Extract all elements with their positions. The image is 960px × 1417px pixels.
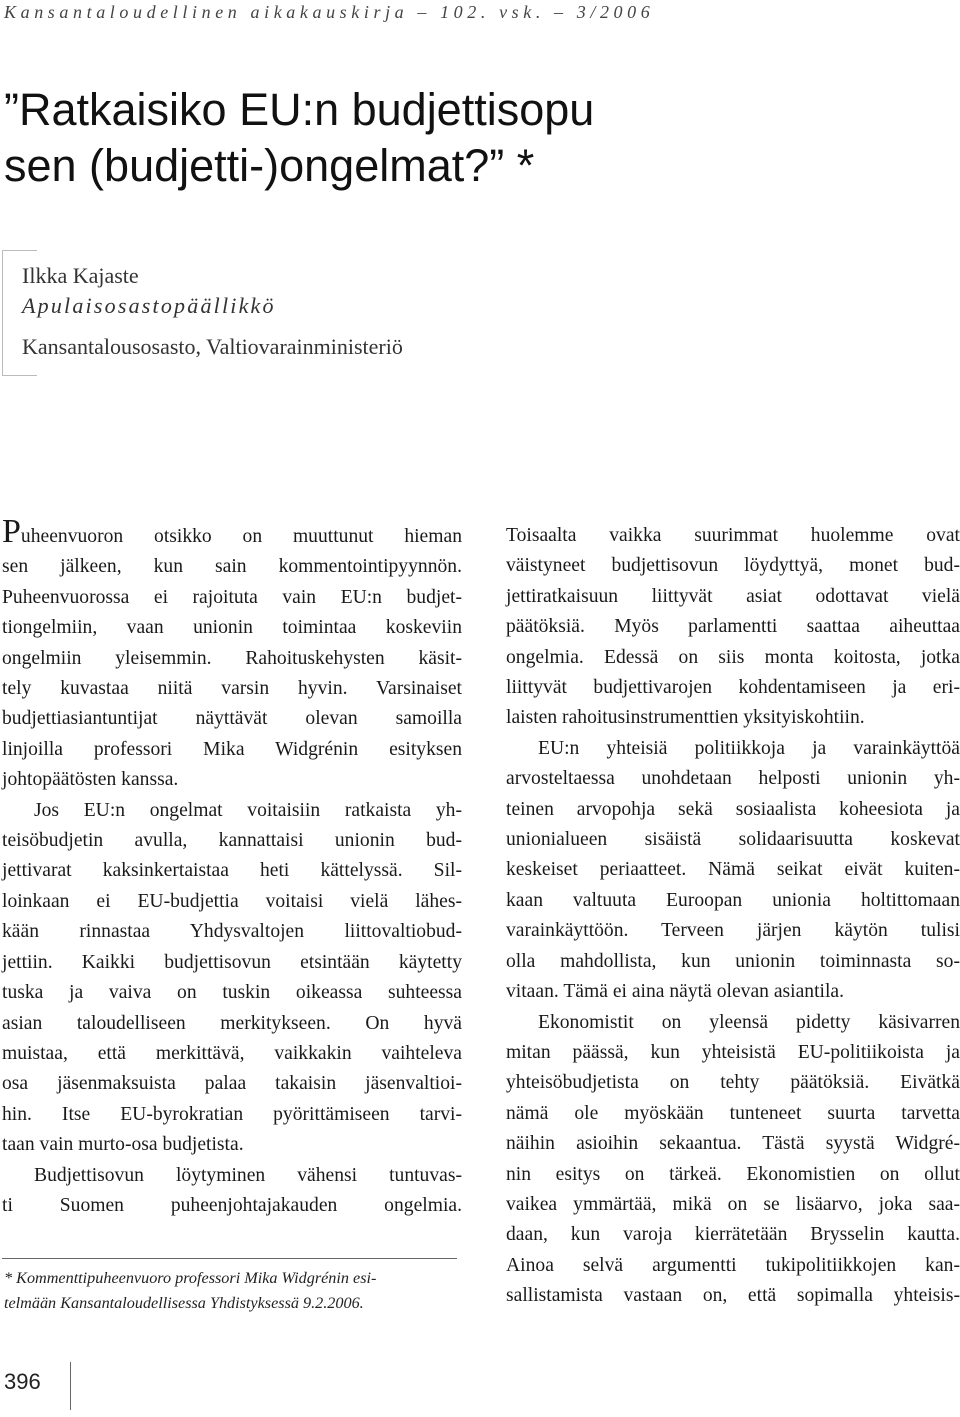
body-line: Ekonomistit on yleensä pidetty käsivarren — [538, 1011, 960, 1033]
author-block — [22, 262, 722, 361]
body-line: jettiin. Kaikki budjettisovun etsintään käytetty — [2, 951, 462, 973]
body-line: Jos EU:n ongelmat voitaisiin ratkaista yh- — [34, 799, 462, 821]
body-line: ongelmiin yleisemmin. Rahoituskehysten käsit- — [2, 647, 462, 669]
body-line: päätöksiä. Myös parlamentti saattaa aiheuttaa — [506, 616, 960, 638]
title-line-2: sen (budjetti-)ongelmat?” * — [4, 140, 535, 191]
body-line: laisten rahoitusinstrumenttien yksityiskohtiin. — [506, 707, 865, 729]
body-line: tiongelmiin, vaan unionin toimintaa koskeviin — [2, 617, 462, 639]
footnote-line-2: telmään Kansantaloudellisessa Yhdistyksessä 9.2.2006. — [4, 1294, 364, 1312]
right-column — [506, 521, 960, 1312]
left-column — [2, 513, 462, 1221]
author-role: Apulaisosastopäällikkö — [22, 293, 276, 318]
body-line: Puheenvuoron otsikko on muuttunut hieman — [2, 513, 462, 550]
body-line: liittyvät budjettivarojen kohdentamiseen ja eri- — [506, 677, 960, 699]
body-line: Budjettisovun löytyminen vähensi tuntuvas- — [34, 1164, 462, 1186]
footnote-line-1: * Kommenttipuheenvuoro professori Mika Widgrénin esi- — [4, 1269, 377, 1287]
body-line: budjettiasiantuntijat näyttävät olevan samoilla — [2, 708, 462, 730]
running-head: Kansantaloudellinen aikakauskirja – 102. vsk. – 3/2006 — [4, 2, 655, 22]
body-line: muistaa, että merkittävä, vaikkakin vaihteleva — [2, 1042, 462, 1064]
body-line: näihin asioihin sekaantua. Tästä syystä Widgré- — [506, 1133, 960, 1155]
author-organization: Kansantalousosasto, Valtiovarainministeriö — [22, 334, 403, 359]
body-line: ti Suomen puheenjohtajakauden ongelmia. — [2, 1194, 462, 1216]
body-line: asian taloudelliseen merkitykseen. On hyvä — [2, 1012, 462, 1034]
body-line: väistyneet budjettisovun löydyttyä, monet bud- — [506, 555, 960, 577]
body-line: unionialueen sisäistä solidaarisuutta koskevat — [506, 829, 960, 851]
body-line: kaan valtuuta Euroopan unionia holtittomaan — [506, 889, 960, 911]
body-line: jettiratkaisuun liittyvät asiat odottavat vielä — [506, 585, 960, 607]
body-line: ongelmia. Edessä on siis monta koitosta, jotka — [506, 646, 960, 668]
body-line: kään rinnastaa Yhdysvaltojen liittovaltiobud- — [2, 921, 462, 943]
body-line: hin. Itse EU-byrokratian pyörittämiseen tarvi- — [2, 1103, 462, 1125]
body-line: keskeiset periaatteet. Nämä seikat eivät kuiten- — [506, 859, 960, 881]
drop-cap: P — [2, 513, 21, 550]
body-line: tuska ja vaiva on tuskin oikeassa suhteessa — [2, 982, 462, 1004]
body-line: linjoilla professori Mika Widgrénin esityksen — [2, 738, 462, 760]
body-line: vitaan. Tämä ei aina näytä olevan asiantila. — [506, 981, 845, 1003]
body-line: nin esitys on tärkeä. Ekonomistien on ollut — [506, 1163, 960, 1185]
body-line: tely kuvastaa niitä varsin hyvin. Varsinaiset — [2, 678, 462, 700]
body-line: osa jäsenmaksuista palaa takaisin jäsenvaltioi- — [2, 1073, 462, 1095]
article-title — [4, 82, 944, 194]
body-line: varainkäyttöön. Terveen järjen käytön tulisi — [506, 920, 960, 942]
body-line: daan, kun varoja kierrätetään Brysselin kautta. — [506, 1224, 960, 1246]
body-line: EU:n yhteisiä politiikkoja ja varainkäyttöä — [538, 737, 960, 759]
footnote — [4, 1266, 456, 1316]
title-line-1: ”Ratkaisiko EU:n budjettisopu — [4, 84, 595, 135]
page-number: 396 — [4, 1369, 41, 1394]
body-line: olla mahdollista, kun unionin toiminnasta so- — [506, 950, 960, 972]
footnote-rule — [2, 1258, 457, 1259]
body-line: arvosteltaessa unohdetaan helposti unionin yh- — [506, 768, 960, 790]
body-line: johtopäätösten kanssa. — [2, 769, 179, 791]
body-line: teinen arvopohja sekä sosiaalista koheesiota ja — [506, 798, 960, 820]
body-line: Ainoa selvä argumentti tukipolitiikkojen kan- — [506, 1254, 960, 1276]
body-line: sen jälkeen, kun sain kommentointipyynnön. — [2, 556, 462, 578]
body-line: sallistamista vastaan on, että sopimalla yhteisis- — [506, 1285, 960, 1307]
body-line: Puheenvuorossa ei rajoituta vain EU:n budjet- — [2, 586, 462, 608]
body-line: yhteisöbudjetista on tehty päätöksiä. Eivätkä — [506, 1072, 960, 1094]
body-line: teisöbudjetin avulla, kannattaisi unionin bud- — [2, 830, 462, 852]
body-line: taan vain murto-osa budjetista. — [2, 1134, 244, 1156]
author-name: Ilkka Kajaste — [22, 263, 139, 288]
body-line: vaikea ymmärtää, mikä on se lisäarvo, joka saa- — [506, 1193, 960, 1215]
body-line: mitan päässä, kun yhteisistä EU-politiikoista ja — [506, 1041, 960, 1063]
body-line: nämä ole myöskään tunteneet suurta tarvetta — [506, 1102, 960, 1124]
page-number-rule — [70, 1362, 71, 1410]
body-line: jettivarat kaksinkertaistaa heti kättelyssä. Sil- — [2, 860, 462, 882]
body-line: loinkaan ei EU-budjettia voitaisi vielä lähes- — [2, 890, 462, 912]
body-line: Toisaalta vaikka suurimmat huolemme ovat — [506, 525, 960, 546]
